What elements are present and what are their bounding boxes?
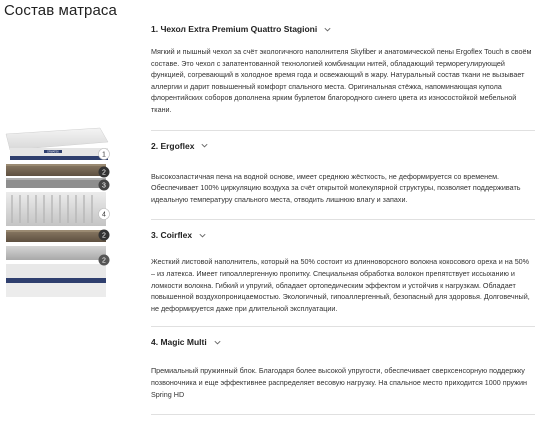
section-magic-multi bbox=[151, 327, 535, 415]
mattress-layers-illustration bbox=[0, 120, 122, 310]
section-ergoflex bbox=[151, 131, 535, 221]
layer-spring-block bbox=[6, 192, 106, 226]
svg-text:2: 2 bbox=[102, 169, 106, 177]
section-title: 3. Coirflex bbox=[151, 230, 193, 241]
chevron-down-icon bbox=[198, 231, 207, 240]
section-coirflex bbox=[151, 220, 535, 327]
svg-text:2: 2 bbox=[102, 257, 106, 265]
chevron-down-icon bbox=[323, 25, 332, 34]
chevron-down-icon bbox=[200, 141, 209, 150]
svg-text:1: 1 bbox=[102, 151, 106, 159]
badge-layer-3 bbox=[99, 180, 110, 191]
layer-cover-top bbox=[6, 128, 108, 160]
svg-text:4: 4 bbox=[102, 211, 106, 219]
section-title: 2. Ergoflex bbox=[151, 140, 195, 151]
section-text: Премиальный пружинный блок. Благодаря более высокой упругости, обеспечивает сверхсенсорную поддержку позвоночника и еще эффективнее распределяет весовую нагрузку. На спальное место приходится 1000 пружин Spring HD bbox=[151, 366, 527, 399]
layer-ergoflex-bottom bbox=[6, 246, 106, 260]
composition-accordion bbox=[151, 14, 535, 415]
svg-text:2: 2 bbox=[102, 232, 106, 240]
section-header-cover[interactable] bbox=[151, 14, 535, 44]
section-text: Мягкий и пышный чехол за счёт экологичного наполнителя Skyfiber и анатомической пены Ergoflex Touch в своём составе. Это чехол с запатентованной технологией комбинации нитей, обладающий терморегулирующей функцией, согревающий в холодное время года и освежающий в жару. Натуральный состав ткани не вызывает аллергии и дарит повышенный комфорт спального места. Оригинальная стёжка, напоминающая купола флорентийских соборов дополнена ярким бурлетом благородного синего цвета из износостойкой мебельной ткани. bbox=[151, 47, 532, 114]
section-title: 4. Magic Multi bbox=[151, 337, 207, 348]
badge-layer-1 bbox=[99, 149, 110, 160]
section-header-magic-multi[interactable] bbox=[151, 327, 535, 357]
layer-ergoflex-top bbox=[6, 164, 106, 176]
badge-layer-4 bbox=[99, 209, 110, 220]
page-title: Состав матраса bbox=[4, 2, 117, 19]
brand-label: ORMATEK bbox=[47, 150, 59, 154]
section-text: Жесткий листовой наполнитель, который на 50% состоит из длинноворсного волокна кокосового ореха и на 50% – из латекса. Имеет гипоаллергенную пропитку. Специальная обработка волокон препятствует иссыханию и ломкости волокна. Гибкий и упругий, обладает ортопедическим эффектом и устойчив к нагрузкам. Обладает повышенной воздухопроницаемостью. Экологичный, гипоаллергенный, безопасный для здоровья. Долговечный, не деформируется даже при длительной эксплуатации. bbox=[151, 257, 530, 313]
layer-coirflex-bottom bbox=[6, 230, 106, 242]
svg-text:3: 3 bbox=[102, 182, 106, 190]
section-cover bbox=[151, 14, 535, 131]
badge-layer-6 bbox=[99, 255, 110, 266]
section-title: 1. Чехол Extra Premium Quattro Stagioni bbox=[151, 24, 318, 34]
section-text: Высокоэластичная пена на водной основе, имеет среднюю жёсткость, не деформируется со временем. Обеспечивает 100% циркуляцию воздуха за счёт открытой молекулярной структуры, позволяет поддерживать идеальную температуру спального места, отводить лишнюю влагу и запахи. bbox=[151, 171, 521, 204]
badge-layer-5 bbox=[99, 230, 110, 241]
section-header-coirflex[interactable] bbox=[151, 220, 535, 250]
badge-layer-2 bbox=[99, 167, 110, 178]
layer-coirflex-top bbox=[6, 178, 106, 188]
section-header-ergoflex[interactable] bbox=[151, 131, 535, 161]
chevron-down-icon bbox=[213, 338, 222, 347]
layer-cover-bottom bbox=[6, 264, 106, 297]
